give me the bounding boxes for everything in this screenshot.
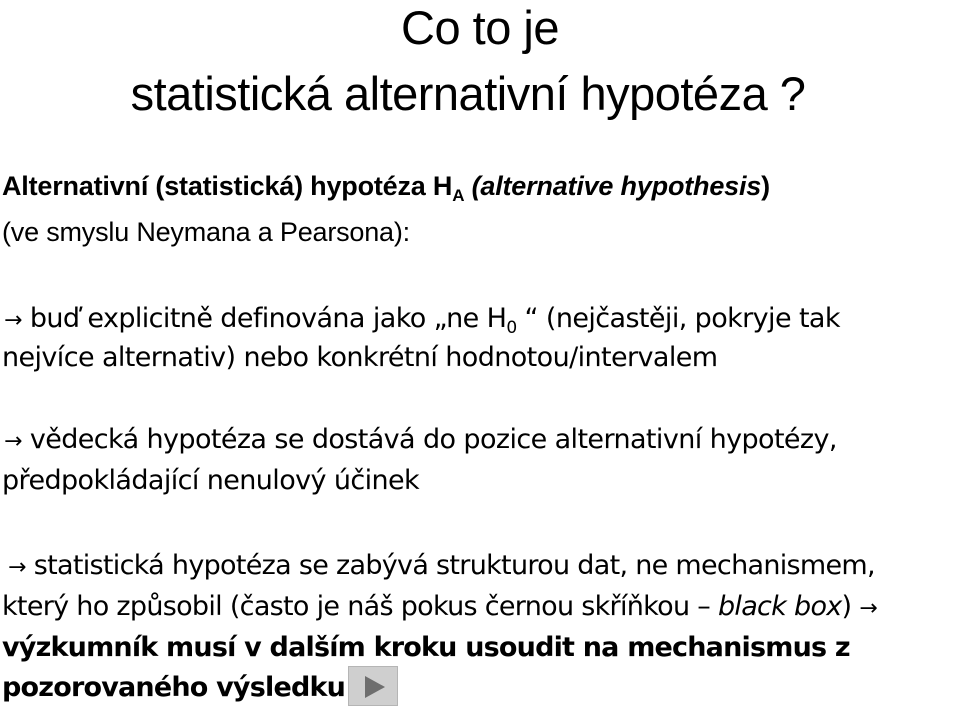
play-icon — [365, 676, 385, 698]
subscript-0: 0 — [506, 318, 517, 338]
definition-line-2: (ve smyslu Neymana a Pearsona): — [2, 217, 410, 247]
point-3-text-a: který ho způsobil (často je náš pokus černou skříňkou – — [2, 591, 718, 622]
point-3-line-4: pozorovaného výsledku — [2, 672, 346, 703]
subscript-a: A — [452, 186, 465, 205]
slide-title-line-1: Co to je — [401, 1, 559, 54]
point-1-line-2: nejvíce alternativ) nebo konkrétní hodnotou/intervalem — [2, 342, 718, 373]
point-2-line-1 — [4, 420, 960, 462]
arrow-right-icon: → — [4, 308, 22, 333]
definition-line-1 — [2, 166, 960, 216]
point-3-line-3: výzkumník musí v dalším kroku usoudit na mechanismus z — [2, 632, 850, 663]
point-2-text: vědecká hypotéza se dostává do pozice alternativní hypotézy, — [29, 424, 837, 455]
point-2-line-2: předpokládající nenulový účinek — [2, 465, 420, 496]
slide-title-line-2: statistická alternativní hypotéza ? — [130, 67, 806, 120]
point-1-text-a: buď explicitně definována jako „ne H — [29, 303, 507, 334]
next-slide-button[interactable] — [348, 666, 398, 706]
point-3-text: statistická hypotéza se zabývá strukturou dat, ne mechanismem, — [33, 550, 875, 581]
definition-bold-text: Alternativní (statistická) hypotéza H — [2, 171, 453, 201]
point-3-line-2 — [2, 587, 960, 629]
definition-close-paren: ) — [761, 171, 770, 201]
black-box-term: black box — [717, 591, 842, 622]
arrow-right-icon: → — [859, 596, 878, 621]
arrow-right-icon: → — [4, 429, 22, 454]
point-3-text-b: ) — [841, 591, 852, 622]
definition-italic-text: (alternative hypothesis — [471, 171, 762, 201]
arrow-right-icon: → — [8, 555, 26, 580]
point-3-line-1 — [8, 546, 960, 588]
point-1-text-b: “ (nejčastěji, pokryje tak — [516, 303, 840, 334]
